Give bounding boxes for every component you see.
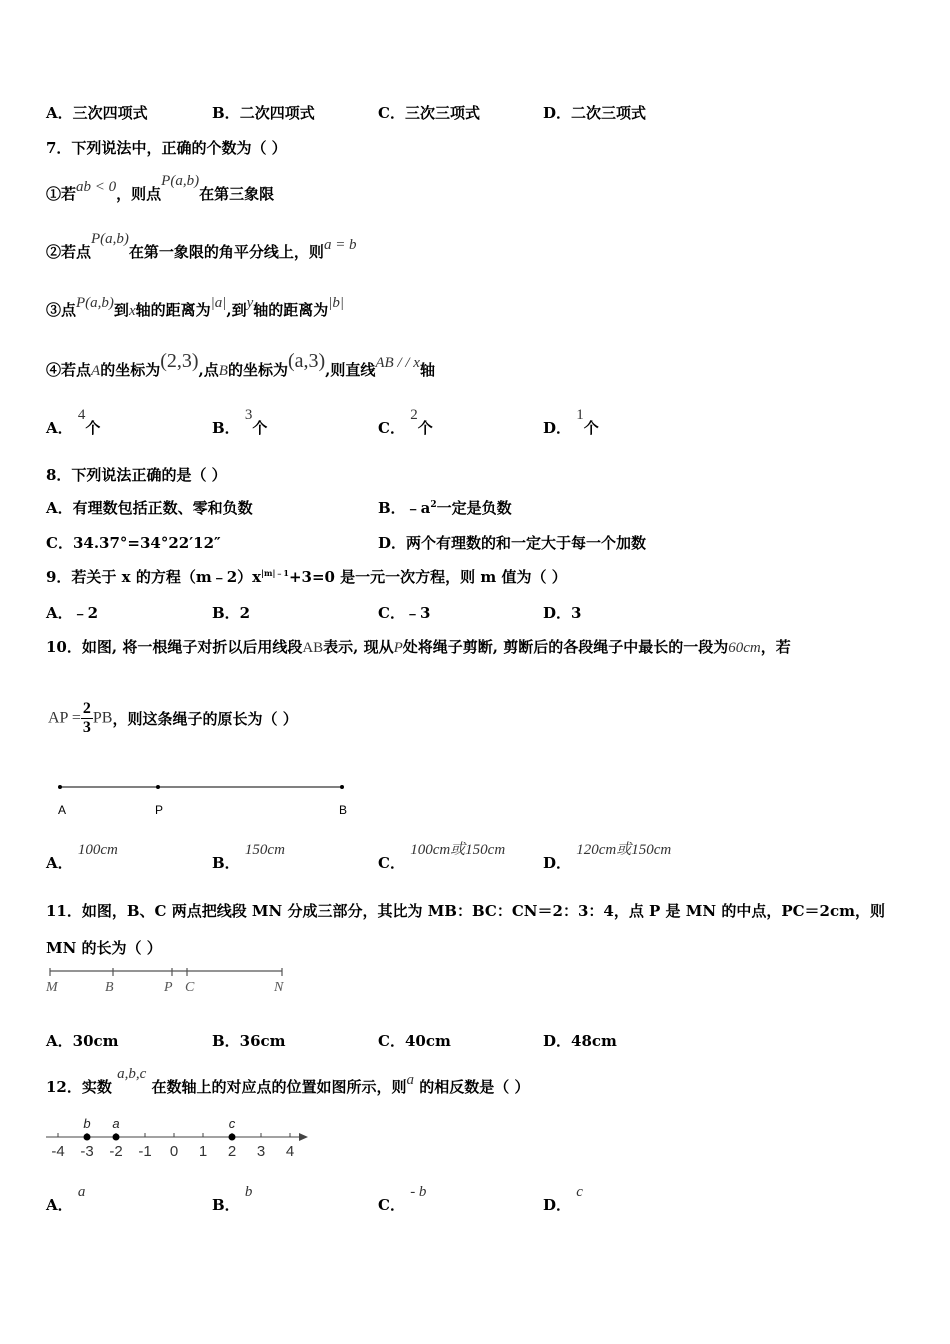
q12-axis-tick-label: 0 [169, 1143, 179, 1160]
q12-option-b: B． b [212, 1184, 253, 1214]
q12-stem: 12．实数 a,b,c 在数轴上的对应点的位置如图所示，则a 的相反数是（ ） [46, 1066, 530, 1096]
q12-axis-tick-label: 3 [256, 1143, 266, 1160]
q10-point-p [156, 785, 160, 789]
q10-fraction: $\frac{2}{3}$ [82, 700, 91, 736]
q9-option-d: D．3 [543, 604, 582, 622]
q12-axis-tick-label: -4 [51, 1143, 65, 1160]
q8-option-c: C．34.37°=34°22′12″ [46, 534, 221, 552]
q12-axis-tick-label: -1 [138, 1143, 152, 1160]
q12-axis-tick-label: 1 [198, 1143, 208, 1160]
q10-label-a: A [58, 803, 67, 817]
q12-option-d: D． c [543, 1184, 583, 1214]
q11-stem-line1: 11．如图，B、C 两点把线段 MN 分成三部分，其比为 MB：BC：CN＝2：3：4，点 P 是 MN 的中点，PC＝2cm，则 [46, 902, 885, 920]
q10-point-b [340, 785, 344, 789]
q12-axis-tick-label: -2 [109, 1143, 123, 1160]
q10-segment-figure [50, 776, 360, 822]
q9-option-b: B．2 [212, 604, 251, 622]
q10-label-b: B [339, 803, 348, 817]
q11-option-b: B．36cm [212, 1032, 286, 1050]
q12-number-line [44, 1114, 314, 1162]
q10-stem: 10．如图, 将一根绳子对折以后用线段AB表示, 现从P处将绳子剪断, 剪断后的各段绳子中最长的一段为60cm，若 [46, 638, 791, 656]
q11-segment-figure [44, 966, 294, 998]
q12-point-label-a: a [112, 1116, 120, 1131]
q10-label-p: P [155, 803, 164, 817]
q10-option-c: C． 100cm或150cm [378, 842, 506, 872]
q9-option-a: A．﹣2 [46, 604, 99, 622]
q7-stem: 7．下列说法中，正确的个数为（ ） [46, 139, 287, 157]
q11-label-b: B [105, 980, 114, 995]
q7-statement-2: ②若点P(a,b)在第一象限的角平分线上，则a = b [46, 231, 357, 261]
q12-option-a: A． a [46, 1184, 86, 1214]
q12-point-b [84, 1134, 91, 1141]
q12-point-c [229, 1134, 236, 1141]
q11-label-c: C [185, 980, 195, 995]
q7-option-c: C． 2个 [378, 407, 433, 437]
q7-option-b: B． 3个 [212, 407, 268, 437]
q6-option-c: C．三次三项式 [378, 104, 480, 122]
q11-label-n: N [274, 980, 284, 995]
q6-option-a: A．三次四项式 [46, 104, 148, 122]
q12-axis-tick-label: 4 [285, 1143, 295, 1160]
q10-option-b: B． 150cm [212, 842, 285, 872]
q11-option-c: C．40cm [378, 1032, 451, 1050]
q12-axis-tick-label: -3 [80, 1143, 94, 1160]
q6-option-b: B．二次四项式 [212, 104, 315, 122]
q7-statement-4: ④若点A的坐标为(2,3),点B的坐标为(a,3),则直线AB / / x轴 [46, 350, 435, 379]
q9-stem: 9．若关于 x 的方程$(m﹣2)x^{|m|﹣1}+3=0$ 是一元一次方程，则 m 值为（ ） [46, 568, 567, 586]
q12-point-label-b: b [83, 1116, 91, 1131]
q10-option-d: D． 120cm或150cm [543, 842, 672, 872]
q8-option-d: D．两个有理数的和一定大于每一个加数 [378, 534, 647, 552]
q11-label-m: M [46, 980, 58, 995]
q6-option-d: D．二次三项式 [543, 104, 647, 122]
q8-option-a: A．有理数包括正数、零和负数 [46, 499, 253, 517]
q12-axis-arrow-icon [299, 1133, 308, 1141]
q12-point-label-c: c [228, 1116, 236, 1131]
q8-option-b: B．$﹣a^2$一定是负数 [378, 499, 512, 517]
q10-point-a [58, 785, 62, 789]
q11-stem-line2: MN 的长为（ ） [46, 939, 162, 957]
q11-option-d: D．48cm [543, 1032, 617, 1050]
q7-statement-1: ①若ab < 0，则点P(a,b)在第三象限 [46, 173, 275, 203]
q10-option-a: A． 100cm [46, 842, 118, 872]
q12-option-c: C． - b [378, 1184, 427, 1214]
q8-stem: 8．下列说法正确的是（ ） [46, 466, 227, 484]
q12-point-a [113, 1134, 120, 1141]
q11-option-a: A．30cm [46, 1032, 119, 1050]
q12-axis-tick-label: 2 [227, 1143, 237, 1160]
q11-label-p: P [164, 980, 173, 995]
q10-stem-equation: AP = $\frac{2}{3}$ PB，则这条绳子的原长为（ ） [48, 700, 298, 736]
q7-statement-3: ③点P(a,b)到x轴的距离为|a|,到y轴的距离为|b| [46, 295, 345, 319]
q9-option-c: C．﹣3 [378, 604, 431, 622]
q7-option-d: D． 1个 [543, 407, 599, 437]
q7-option-a: A． 4个 [46, 407, 101, 437]
